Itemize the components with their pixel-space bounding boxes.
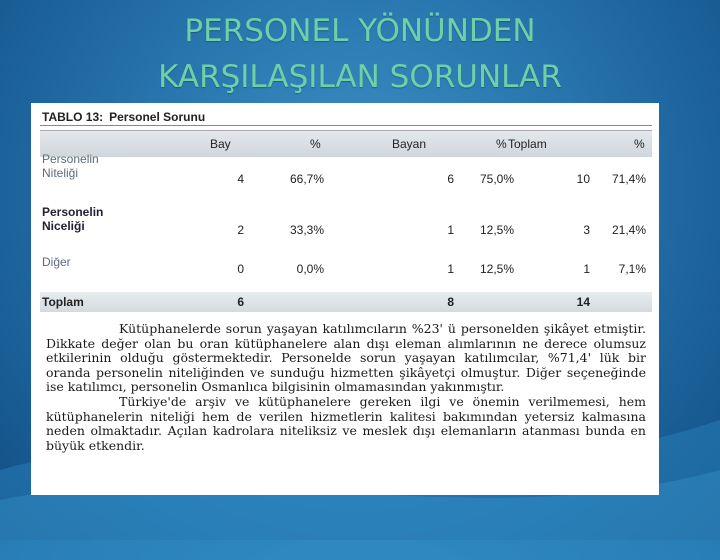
table-caption-title: Personel Sorunu xyxy=(109,110,206,124)
paragraph-1: Kütüphanelerde sorun yaşayan katılımcıların %23' ü personelden şikâyet etmiştir. Dikkate değer olan bu oran kütüphanelere alan dışı eleman alımlarının ne derece olumsuz etkilerinin olduğu göstermektedir. Personelde sorun yaşayan katılımcılar, %71,4' lük bir oranda personelin niteliğinden ve sunduğu hizmetten şikâyetçi olmuştur. Diğer seçeneğinde ise katılımcı, personelin Osmanlıca bilgisinin olmamasından yakınmıştır. xyxy=(46,321,646,395)
table-caption-number: TABLO 13: xyxy=(42,110,104,124)
cell-toplam-percent: 21,4% xyxy=(611,223,646,237)
cell-bay-percent: 0,0% xyxy=(296,262,324,276)
cell-toplam: 1 xyxy=(583,262,590,276)
cell-bay-percent: 33,3% xyxy=(289,223,324,237)
cell-bay: 4 xyxy=(237,172,244,186)
total-bay: 6 xyxy=(237,295,244,309)
header-toplam-percent: % xyxy=(634,137,645,151)
body-text xyxy=(46,322,646,453)
slide-title xyxy=(0,8,720,100)
total-label: Toplam xyxy=(42,295,84,309)
cell-bay: 2 xyxy=(237,223,244,237)
paragraph-2: Türkiye'de arşiv ve kütüphanelere gereken ilgi ve önemin verilmemesi, hem kütüphanelerin niteliği hem de verilen hizmetlerin kalitesi bakımından yetersiz kalmasına neden olmaktadır. Açılan kadrolara niteliksiz ve meslek dışı elemanların atanması bunda en büyük etkendir. xyxy=(46,393,646,453)
cell-toplam-percent: 71,4% xyxy=(611,172,646,186)
header-bayan-percent: % xyxy=(496,137,507,151)
cell-bayan: 1 xyxy=(447,223,454,237)
title-line-1: PERSONEL YÖNÜNDEN xyxy=(184,13,536,49)
cell-bay-percent: 66,7% xyxy=(289,172,324,186)
cell-bayan-percent: 12,5% xyxy=(479,262,514,276)
cell-bayan: 6 xyxy=(447,172,454,186)
cell-bayan-percent: 12,5% xyxy=(479,223,514,237)
row-label-line1: Personelin xyxy=(42,152,99,166)
cell-toplam: 3 xyxy=(583,223,590,237)
header-bayan: Bayan xyxy=(392,137,427,151)
total-bayan: 8 xyxy=(447,295,454,309)
table-header-row xyxy=(40,130,652,157)
header-toplam: Toplam xyxy=(508,137,547,151)
cell-toplam: 10 xyxy=(576,172,590,186)
header-bay-percent: % xyxy=(310,137,321,151)
personnel-table xyxy=(34,106,658,314)
table-caption xyxy=(42,110,205,124)
total-toplam: 14 xyxy=(576,295,590,309)
title-line-2: KARŞILAŞILAN SORUNLAR xyxy=(158,59,562,95)
row-label-line1: Diğer xyxy=(42,255,71,269)
cell-bayan-percent: 75,0% xyxy=(479,172,514,186)
cell-bayan: 1 xyxy=(447,262,454,276)
cell-bay: 0 xyxy=(237,262,244,276)
row-label-line2: Niteliği xyxy=(42,166,79,180)
row-label-line2: Niceliği xyxy=(42,219,85,233)
table-total-row xyxy=(40,292,652,312)
row-label-line1: Personelin xyxy=(42,205,104,219)
cell-toplam-percent: 7,1% xyxy=(618,262,646,276)
header-bay: Bay xyxy=(210,137,231,151)
